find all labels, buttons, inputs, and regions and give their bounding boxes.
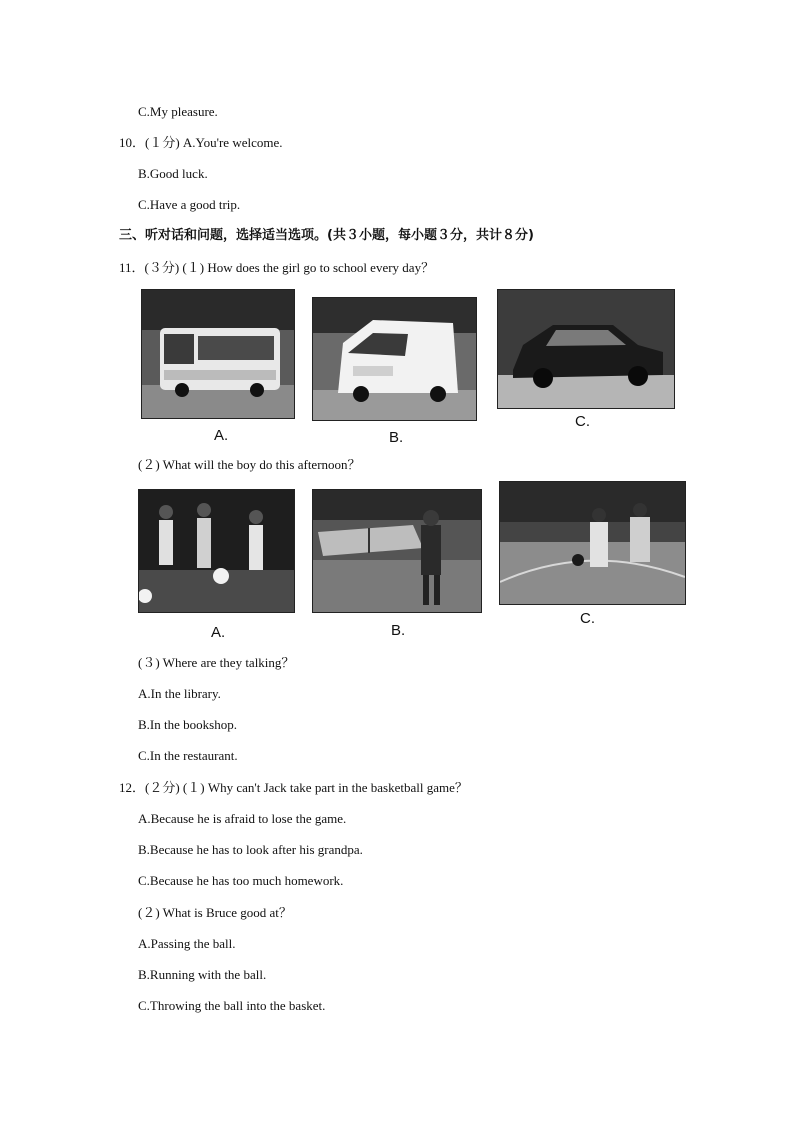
- q11-2-label-c: C.: [580, 610, 595, 627]
- q11-3-stem: (３) Where are they talking？: [138, 655, 295, 670]
- q11-2-label-a: A.: [211, 624, 226, 641]
- soccer-photo: [139, 490, 294, 612]
- q12-2-stem: (２) What is Bruce good at？: [138, 905, 292, 920]
- section-3-heading: 三、听对话和问题，选择适当选项。(共３小题，每小题３分，共计８分): [119, 228, 534, 243]
- basketball-photo: [500, 482, 685, 604]
- q11-3-option-c: C.In the restaurant.: [138, 748, 238, 763]
- q12-2-option-a: A.Passing the ball.: [138, 936, 236, 951]
- q10-option-c: C.Have a good trip.: [138, 197, 241, 212]
- ambulance-photo: [313, 298, 476, 420]
- q11-1-label-b: B.: [389, 429, 404, 446]
- q11-2-stem: (２) What will the boy do this afternoon？: [138, 457, 361, 472]
- q11-3-option-b: B.In the bookshop.: [138, 717, 237, 732]
- q12-2-option-b: B.Running with the ball.: [138, 967, 267, 982]
- q10-stem: 10．(１分) A.You're welcome.: [119, 135, 283, 150]
- bus-photo: [142, 290, 294, 418]
- q11-1-label-c: C.: [575, 413, 590, 430]
- q11-stem: 11．(３分) (１) How does the girl go to school every day？: [119, 260, 435, 275]
- q12-1-option-b: B.Because he has to look after his grandpa.: [138, 842, 363, 857]
- q12-1-option-c: C.Because he has too much homework.: [138, 873, 344, 888]
- q11-3-option-a: A.In the library.: [138, 686, 221, 701]
- q12-2-option-c: C.Throwing the ball into the basket.: [138, 998, 326, 1013]
- q9-option-c: C.My pleasure.: [138, 104, 218, 119]
- q10-option-b: B.Good luck.: [138, 166, 208, 181]
- q11-1-label-a: A.: [214, 427, 229, 444]
- q11-2-label-b: B.: [391, 622, 406, 639]
- car-photo: [498, 290, 674, 408]
- q12-1-option-a: A.Because he is afraid to lose the game.: [138, 811, 347, 826]
- table-tennis-photo: [313, 490, 481, 612]
- q12-stem: 12．(２分) (１) Why can't Jack take part in the basketball game？: [119, 780, 468, 795]
